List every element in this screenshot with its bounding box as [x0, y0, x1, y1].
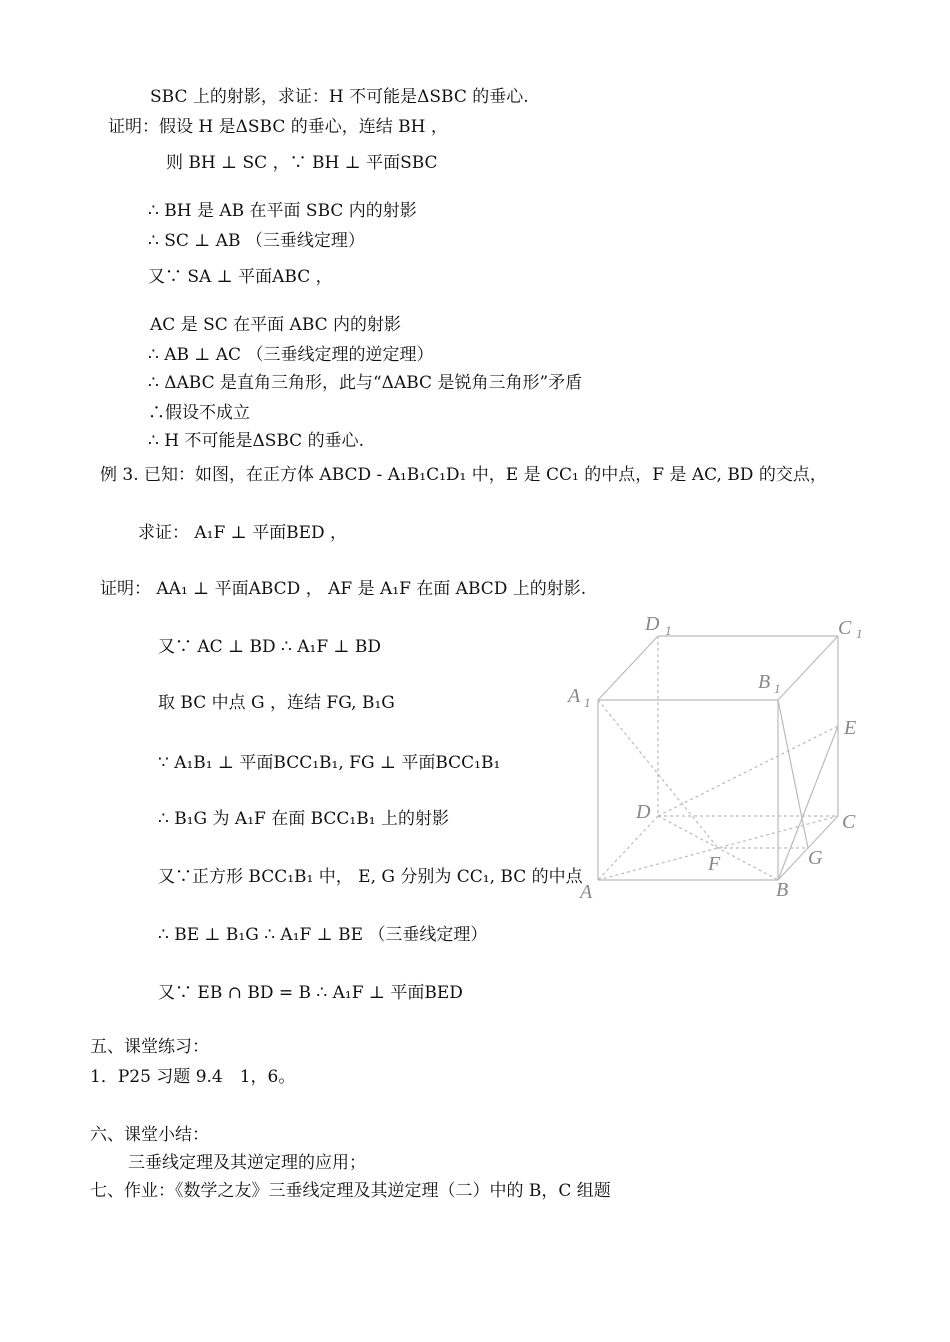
proof-line-7: ∴ BE ⊥ B₁G ∴ A₁F ⊥ BE （三垂线定理） [158, 925, 488, 945]
proof-line-3: 取 BC 中点 G ，连结 FG, B₁G [158, 693, 395, 713]
text-line-9: ∴ ΔABC 是直角三角形，此与“ΔABC 是锐角三角形”矛盾 [148, 373, 583, 393]
label-D1-sub: 1 [665, 623, 672, 638]
text-line-7: AC 是 SC 在平面 ABC 内的射影 [150, 315, 402, 335]
label-D1: D [645, 613, 660, 635]
exercise-item: 1．P25 习题 9.4 1，6。 [90, 1067, 296, 1087]
text-line-1: SBC 上的射影，求证：H 不可能是ΔSBC 的垂心. [150, 87, 529, 107]
proof-line-4: ∵ A₁B₁ ⊥ 平面BCC₁B₁, FG ⊥ 平面BCC₁B₁ [158, 753, 501, 773]
label-A1-sub: 1 [584, 695, 591, 710]
edge-D-A [598, 816, 658, 880]
label-B1-sub: 1 [774, 681, 781, 696]
label-G: G [808, 847, 823, 869]
section-7-homework: 七、作业：《数学之友》三垂线定理及其逆定理（二）中的 B，C 组题 [90, 1181, 611, 1201]
summary-text: 三垂线定理及其逆定理的应用； [128, 1153, 366, 1173]
proof-line-2: 又∵ AC ⊥ BD ∴ A₁F ⊥ BD [158, 637, 382, 657]
text-line-10: ∴假设不成立 [148, 403, 250, 423]
edge-C1-B1 [778, 636, 838, 700]
text-line-3: 则 BH ⊥ SC ，∵ BH ⊥ 平面SBC [166, 153, 438, 173]
label-E: E [844, 717, 857, 739]
label-A: A [580, 881, 593, 903]
proof-line-8: 又∵ EB ∩ BD = B ∴ A₁F ⊥ 平面BED [158, 983, 463, 1003]
label-D: D [636, 801, 651, 823]
segment-D-E [658, 726, 838, 816]
label-C: C [842, 811, 856, 833]
proof-line-6: 又∵正方形 BCC₁B₁ 中， E, G 分别为 CC₁, BC 的中点 [158, 867, 583, 887]
label-B1: B [758, 671, 771, 693]
text-line-6: 又∵ SA ⊥ 平面ABC ， [148, 267, 333, 287]
text-line-2: 证明：假设 H 是ΔSBC 的垂心，连结 BH ， [108, 117, 448, 137]
example-3-statement: 例 3. 已知：如图，在正方体 ABCD - A₁B₁C₁D₁ 中，E 是 CC₁ 的中点，F 是 AC, BD 的交点， [100, 465, 827, 485]
label-A1: A [568, 685, 581, 707]
proof-line-1: 证明： AA₁ ⊥ 平面ABCD ， AF 是 A₁F 在面 ABCD 上的射影. [100, 579, 587, 599]
section-5-heading: 五、课堂练习： [90, 1037, 209, 1057]
label-C1-sub: 1 [856, 626, 863, 641]
text-line-8: ∴ AB ⊥ AC （三垂线定理的逆定理） [148, 345, 434, 365]
section-6-heading: 六、课堂小结： [90, 1125, 209, 1145]
label-C1: C [838, 617, 852, 639]
label-F: F [708, 853, 721, 875]
text-line-5: ∴ SC ⊥ AB （三垂线定理） [148, 231, 365, 251]
prove-statement: 求证： A₁F ⊥ 平面BED ， [138, 523, 348, 543]
proof-line-5: ∴ B₁G 为 A₁F 在面 BCC₁B₁ 上的射影 [158, 809, 449, 829]
edge-A1-D1 [598, 636, 658, 700]
text-line-4: ∴ BH 是 AB 在平面 SBC 内的射影 [148, 201, 417, 221]
text-line-11: ∴ H 不可能是ΔSBC 的垂心. [148, 431, 364, 451]
label-B: B [776, 879, 789, 901]
